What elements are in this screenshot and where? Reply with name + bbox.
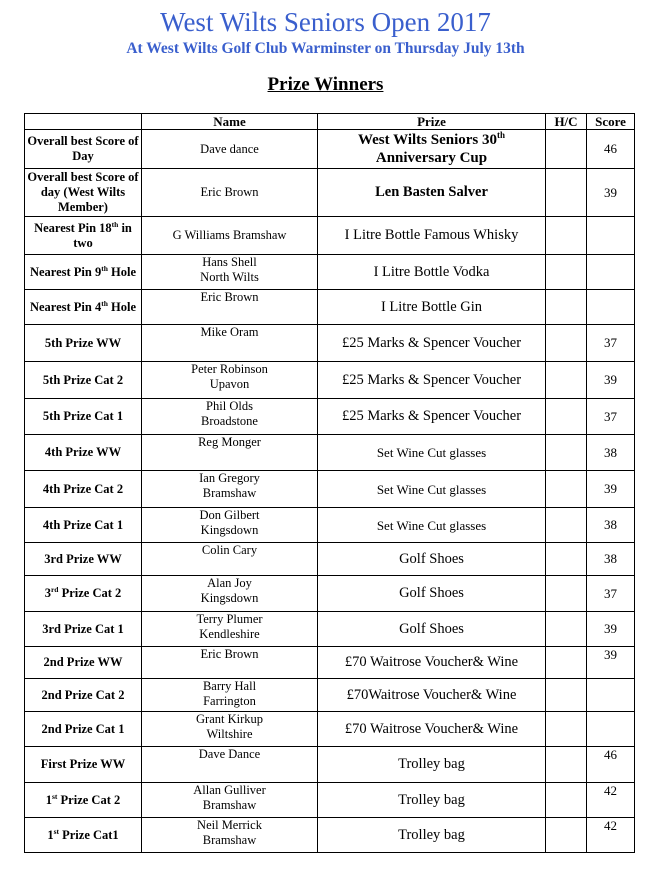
prize-description	[318, 783, 546, 818]
prize-text: £25 Marks & Spencer Voucher	[341, 334, 522, 351]
table-row	[25, 508, 635, 543]
score-cell: 46	[587, 747, 635, 783]
winner-name-text: Eric Brown	[200, 185, 259, 199]
prize-category-text: 4th Prize WW	[44, 445, 122, 459]
winner-club-text: Bramshaw	[202, 486, 257, 500]
winner-name	[142, 712, 318, 747]
prize-category	[25, 647, 142, 679]
ordinal-suffix: th	[111, 219, 119, 229]
winner-club-text: Upavon	[209, 377, 250, 391]
document-title: West Wilts Seniors Open 2017	[160, 7, 491, 37]
handicap-cell	[546, 255, 587, 290]
handicap-cell	[546, 679, 587, 712]
ordinal-suffix: th	[101, 263, 108, 273]
prize-text: Trolley bag	[398, 756, 465, 772]
prize-text: £25 Marks & Spencer Voucher	[341, 408, 522, 424]
handicap-cell	[546, 362, 587, 399]
handicap-cell	[546, 576, 587, 612]
score-cell: 39	[587, 362, 635, 399]
winner-name-text: Don Gilbert	[199, 508, 260, 522]
winner-name	[142, 399, 318, 435]
score-cell	[587, 217, 635, 255]
prize-category	[25, 576, 142, 612]
column-header-score: Score	[587, 114, 635, 130]
prize-category-text: 2nd Prize Cat 1	[41, 721, 125, 736]
prize-description	[318, 362, 546, 399]
prize-category	[25, 169, 142, 217]
prize-category-text: 1	[47, 827, 54, 842]
prize-category-text-rest: Prize Cat 2	[58, 586, 122, 600]
prize-category	[25, 255, 142, 290]
ordinal-suffix: th	[497, 130, 506, 140]
prize-category-text: 2nd Prize WW	[43, 655, 123, 669]
winner-name-text: Mike Oram	[200, 325, 259, 339]
prize-category-text: First Prize WW	[40, 757, 126, 771]
prize-text-rest: Anniversary Cup	[375, 150, 488, 166]
winner-name-text: Peter Robinson	[191, 362, 268, 376]
table-row	[25, 217, 635, 255]
handicap-cell	[546, 508, 587, 543]
ordinal-suffix: rd	[50, 584, 59, 594]
prize-category-text-rest: Prize Cat 2	[57, 792, 121, 807]
score-cell	[587, 255, 635, 290]
winner-name-text: G Williams Bramshaw	[172, 228, 287, 242]
table-header-row	[25, 114, 635, 130]
winner-club-text: Kingsdown	[200, 523, 259, 537]
prize-description	[318, 130, 546, 169]
prize-description	[318, 255, 546, 290]
prize-description	[318, 508, 546, 543]
prize-category	[25, 712, 142, 747]
prize-category-text: 3	[44, 586, 51, 600]
table-row	[25, 325, 635, 362]
prize-category	[25, 818, 142, 853]
ordinal-suffix: st	[52, 791, 58, 801]
prize-description	[318, 679, 546, 712]
winner-name-text: Barry Hall	[202, 679, 257, 693]
winner-club-text: Kendleshire	[199, 627, 260, 641]
handicap-cell	[546, 612, 587, 647]
winner-name-text: Eric Brown	[200, 290, 259, 304]
winner-name	[142, 508, 318, 543]
score-cell: 39	[587, 169, 635, 217]
table-row	[25, 399, 635, 435]
prize-category-text: Overall best Score of day (West Wilts Member)	[27, 170, 139, 214]
prize-category-text: Nearest Pin 18	[34, 220, 112, 235]
winner-name	[142, 217, 318, 255]
prize-text: Set Wine Cut glasses	[376, 517, 487, 533]
winner-name	[142, 543, 318, 576]
winner-club-text: Wiltshire	[206, 727, 253, 741]
table-row	[25, 543, 635, 576]
table-row	[25, 290, 635, 325]
table-row	[25, 255, 635, 290]
prize-description	[318, 747, 546, 783]
document-subtitle: At West Wilts Golf Club Warminster on Thursday July 13th	[126, 40, 525, 57]
score-cell: 38	[587, 508, 635, 543]
winner-name-text: Alan Joy	[207, 576, 252, 590]
prize-category	[25, 679, 142, 712]
score-cell: 38	[587, 543, 635, 576]
score-cell: 42	[587, 783, 635, 818]
winner-name-text: Colin Cary	[201, 543, 258, 557]
prize-category-text: Nearest Pin 4	[29, 299, 102, 314]
winner-name	[142, 255, 318, 290]
prize-category-text: 1	[45, 792, 52, 807]
prize-text: Set Wine Cut glasses	[376, 481, 487, 497]
prize-text: Set Wine Cut glasses	[376, 445, 487, 460]
winner-name-text: Grant Kirkup	[196, 712, 263, 726]
table-row	[25, 747, 635, 783]
winner-club-text: North Wilts	[200, 270, 259, 284]
prize-description	[318, 471, 546, 508]
winner-name	[142, 130, 318, 169]
winner-name-text: Eric Brown	[200, 647, 259, 661]
winner-name-text: Dave dance	[200, 141, 259, 156]
column-header-prize: Prize	[318, 114, 546, 130]
ordinal-suffix: th	[101, 298, 108, 308]
prize-category	[25, 435, 142, 471]
prize-category	[25, 747, 142, 783]
winner-name	[142, 647, 318, 679]
score-cell: 46	[587, 130, 635, 169]
handicap-cell	[546, 543, 587, 576]
score-cell	[587, 290, 635, 325]
score-cell: 39	[587, 612, 635, 647]
prize-description	[318, 435, 546, 471]
prize-text: £25 Marks & Spencer Voucher	[341, 371, 522, 388]
prize-text: Len Basten Salver	[375, 184, 488, 200]
winner-club-text: Kingsdown	[200, 591, 259, 605]
prize-category	[25, 508, 142, 543]
winner-club-text: Bramshaw	[202, 833, 257, 847]
winner-name-text: Reg Monger	[198, 435, 261, 449]
winner-name	[142, 747, 318, 783]
winner-name	[142, 325, 318, 362]
handicap-cell	[546, 647, 587, 679]
winner-name	[142, 169, 318, 217]
column-header-hc: H/C	[546, 114, 587, 130]
column-header-name: Name	[142, 114, 318, 130]
prize-text: I Litre Bottle Vodka	[373, 263, 490, 280]
winner-name	[142, 471, 318, 508]
prize-category-text: 5th Prize Cat 1	[42, 409, 124, 423]
prize-category-text: 5th Prize WW	[44, 335, 122, 350]
prize-description	[318, 543, 546, 576]
prize-text: £70 Waitrose Voucher& Wine	[344, 720, 519, 737]
table-row	[25, 130, 635, 169]
prize-text: Golf Shoes	[399, 585, 464, 601]
prize-description	[318, 399, 546, 435]
table-row	[25, 679, 635, 712]
prize-category	[25, 217, 142, 255]
prize-description	[318, 612, 546, 647]
prize-category	[25, 130, 142, 169]
prize-description	[318, 169, 546, 217]
prize-category-text: 3rd Prize WW	[44, 551, 122, 566]
prize-category-text: 3rd Prize Cat 1	[42, 621, 124, 636]
prize-description	[318, 217, 546, 255]
column-header-category	[25, 114, 142, 130]
prize-description	[318, 818, 546, 853]
prize-category-text-rest: Prize Cat1	[58, 827, 119, 842]
table-row	[25, 783, 635, 818]
winner-name-text: Neil Merrick	[197, 818, 262, 832]
table-row	[25, 471, 635, 508]
winner-name	[142, 818, 318, 853]
handicap-cell	[546, 747, 587, 783]
prize-text: Golf Shoes	[399, 550, 464, 567]
handicap-cell	[546, 471, 587, 508]
prize-category-text: 5th Prize Cat 2	[42, 372, 124, 387]
handicap-cell	[546, 435, 587, 471]
prize-category	[25, 612, 142, 647]
prize-category-text: 2nd Prize Cat 2	[41, 687, 125, 702]
score-cell: 42	[587, 818, 635, 853]
prize-description	[318, 576, 546, 612]
prize-text: I Litre Bottle Famous Whisky	[344, 227, 519, 243]
prize-category	[25, 543, 142, 576]
prize-text: £70Waitrose Voucher& Wine	[346, 686, 517, 703]
winner-name	[142, 576, 318, 612]
prize-description	[318, 712, 546, 747]
handicap-cell	[546, 217, 587, 255]
table-row	[25, 576, 635, 612]
table-row	[25, 712, 635, 747]
prize-text: West Wilts Seniors 30	[357, 132, 498, 148]
table-row	[25, 169, 635, 217]
prize-text: £70 Waitrose Voucher& Wine	[344, 654, 519, 670]
winner-club-text: Broadstone	[201, 414, 258, 428]
prize-category	[25, 362, 142, 399]
score-cell: 37	[587, 576, 635, 612]
score-cell: 39	[587, 647, 635, 679]
prize-description	[318, 325, 546, 362]
handicap-cell	[546, 325, 587, 362]
prize-category	[25, 325, 142, 362]
prize-text: Trolley bag	[398, 791, 465, 808]
score-cell: 37	[587, 399, 635, 435]
table-row	[25, 647, 635, 679]
prize-category-text-rest: Hole	[107, 264, 137, 279]
winner-name-text: Hans Shell	[202, 255, 257, 269]
prize-category	[25, 399, 142, 435]
prize-description	[318, 290, 546, 325]
handicap-cell	[546, 130, 587, 169]
prize-text: I Litre Bottle Gin	[380, 298, 483, 315]
prize-winners-table	[24, 113, 635, 853]
winner-club-text: Farrington	[203, 694, 256, 708]
score-cell: 39	[587, 471, 635, 508]
table-row	[25, 435, 635, 471]
winner-name-text: Phil Olds	[206, 399, 253, 413]
winner-name	[142, 362, 318, 399]
winner-name-text: Dave Dance	[198, 747, 261, 761]
winner-name	[142, 290, 318, 325]
prize-category-text-rest: Hole	[107, 299, 137, 314]
prize-category-text: 4th Prize Cat 2	[42, 481, 124, 496]
handicap-cell	[546, 290, 587, 325]
prize-category-text: 4th Prize Cat 1	[42, 517, 124, 532]
score-cell	[587, 679, 635, 712]
handicap-cell	[546, 399, 587, 435]
prize-category	[25, 290, 142, 325]
winner-club-text: Bramshaw	[202, 798, 257, 812]
handicap-cell	[546, 783, 587, 818]
table-row	[25, 612, 635, 647]
handicap-cell	[546, 818, 587, 853]
prize-description	[318, 647, 546, 679]
prize-category	[25, 471, 142, 508]
handicap-cell	[546, 169, 587, 217]
winner-name-text: Ian Gregory	[199, 471, 260, 485]
winner-name	[142, 783, 318, 818]
winner-name	[142, 612, 318, 647]
section-heading: Prize Winners	[267, 74, 384, 95]
prize-category	[25, 783, 142, 818]
table-row	[25, 362, 635, 399]
prize-category-text: Nearest Pin 9	[29, 264, 102, 279]
prize-category-text: Overall best Score of Day	[27, 134, 139, 163]
winner-name	[142, 679, 318, 712]
prize-text: Golf Shoes	[399, 620, 464, 637]
prize-text: Trolley bag	[398, 826, 465, 843]
score-cell: 37	[587, 325, 635, 362]
table-row	[25, 818, 635, 853]
ordinal-suffix: st	[53, 826, 59, 836]
prize-category-text-rest: in two	[73, 220, 132, 250]
handicap-cell	[546, 712, 587, 747]
winner-name-text: Terry Plumer	[196, 612, 263, 626]
winner-name-text: Allan Gulliver	[193, 783, 266, 797]
score-cell: 38	[587, 435, 635, 471]
score-cell	[587, 712, 635, 747]
winner-name	[142, 435, 318, 471]
